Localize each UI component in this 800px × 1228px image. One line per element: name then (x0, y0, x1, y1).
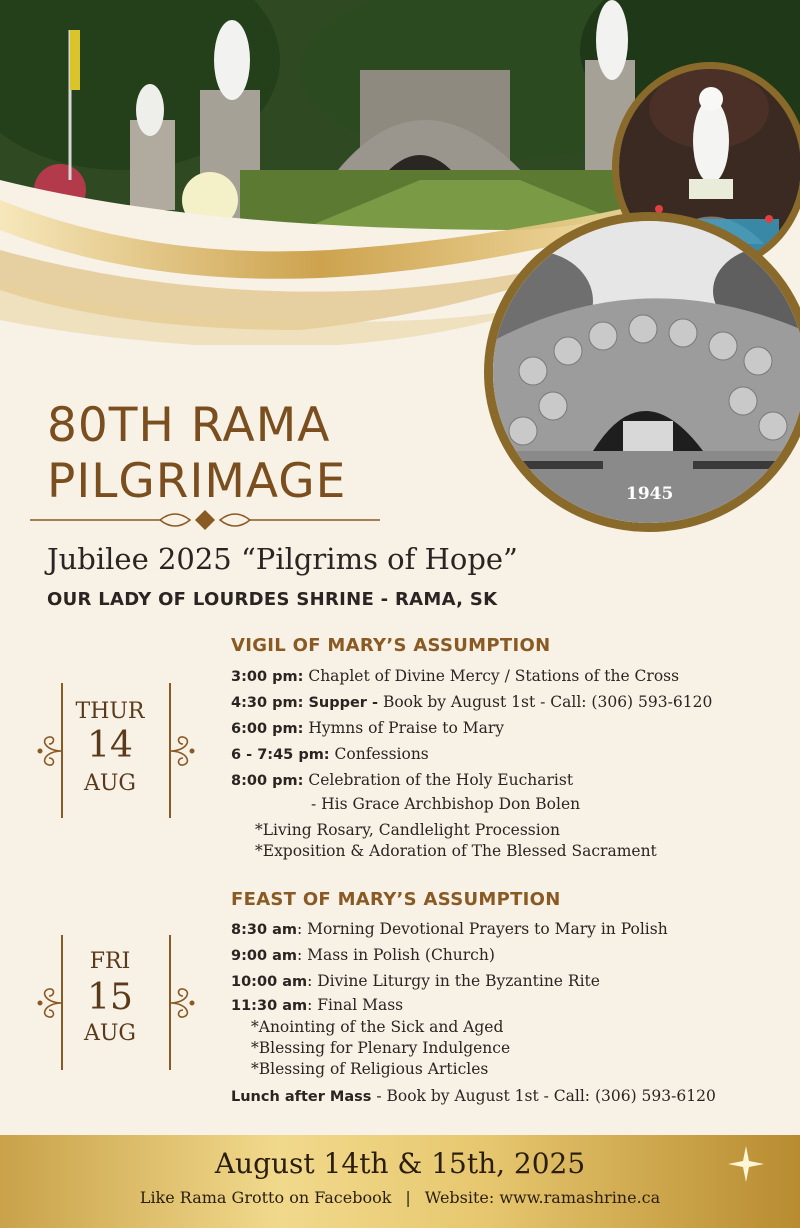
schedule-item (231, 969, 716, 995)
schedule-text: Confessions (329, 745, 429, 763)
note-item: *Exposition & Adoration of The Blessed Sacrament (255, 842, 657, 860)
note-item: *Blessing for Plenary Indulgence (251, 1039, 511, 1057)
facebook-link[interactable]: Like Rama Grotto on Facebook (139, 1188, 392, 1207)
date-day: 14 (87, 725, 133, 766)
date-weekday: FRI (89, 949, 131, 974)
schedule-text: Celebration of the Holy Eucharist (303, 771, 574, 789)
note-item: *Living Rosary, Candlelight Procession (255, 821, 561, 839)
page-title (47, 398, 346, 510)
schedule-time: 4:30 pm: Supper - (231, 695, 379, 711)
website-link[interactable]: Website: www.ramashrine.ca (424, 1188, 661, 1207)
schedule-time: 3:00 pm: (231, 669, 304, 685)
photo-year-label: 1945 (626, 484, 674, 504)
schedule-time: 8:00 pm: (231, 773, 304, 789)
schedule-time: 6 - 7:45 pm: (231, 747, 330, 763)
date-month: AUG (83, 1021, 136, 1046)
title-line-1: 80TH RAMA (47, 398, 331, 453)
schedule-item (231, 742, 712, 768)
feast-schedule (231, 917, 716, 1110)
schedule-item (231, 690, 712, 716)
schedule-item (231, 664, 712, 690)
schedule-item (231, 917, 716, 943)
schedule-text: Book by August 1st - Call: (306) 593-6120 (378, 693, 713, 711)
note-item: *Blessing of Religious Articles (251, 1060, 489, 1078)
schedule-text: : Morning Devotional Prayers to Mary in Polish (297, 920, 668, 938)
title-line-2: PILGRIMAGE (47, 454, 347, 509)
feast-heading: FEAST OF MARY’S ASSUMPTION (231, 889, 561, 910)
lunch-line (231, 1084, 716, 1110)
vigil-schedule (231, 664, 712, 862)
lunch-text: - Book by August 1st - Call: (306) 593-6120 (371, 1087, 716, 1105)
schedule-item (231, 716, 712, 742)
schedule-time: 8:30 am (231, 922, 298, 938)
thursday-date-box (35, 683, 185, 818)
schedule-text: : Divine Liturgy in the Byzantine Rite (307, 972, 600, 990)
vigil-heading: VIGIL OF MARY’S ASSUMPTION (231, 635, 551, 656)
schedule-item (231, 995, 716, 1017)
date-weekday: THUR (75, 699, 145, 724)
schedule-time: 6:00 pm: (231, 721, 304, 737)
sparkle-icon (728, 1146, 764, 1182)
schedule-time: 10:00 am (231, 974, 308, 990)
note-item: *Anointing of the Sick and Aged (251, 1018, 504, 1036)
footer-links (0, 1188, 800, 1207)
schedule-text: : Mass in Polish (Church) (297, 946, 495, 964)
schedule-item (231, 768, 712, 794)
schedule-text: Chaplet of Divine Mercy / Stations of the Cross (303, 667, 680, 685)
subtitle: Jubilee 2025 “Pilgrims of Hope” (47, 542, 518, 576)
schedule-text: Hymns of Praise to Mary (303, 719, 505, 737)
divider-ornament-icon (30, 506, 380, 534)
date-month: AUG (83, 771, 136, 796)
schedule-time: 9:00 am (231, 948, 298, 964)
footer-dates: August 14th & 15th, 2025 (214, 1147, 586, 1180)
schedule-item (231, 943, 716, 969)
footer-separator: | (405, 1188, 411, 1207)
lunch-label: Lunch after Mass (231, 1089, 372, 1105)
schedule-time: 11:30 am (231, 998, 308, 1014)
celebrant-line: - His Grace Archbishop Don Bolen (311, 795, 581, 813)
schedule-text: : Final Mass (307, 996, 404, 1014)
date-day: 15 (87, 977, 133, 1018)
friday-date-box (35, 935, 185, 1070)
shrine-name: OUR LADY OF LOURDES SHRINE - RAMA, SK (47, 589, 498, 610)
